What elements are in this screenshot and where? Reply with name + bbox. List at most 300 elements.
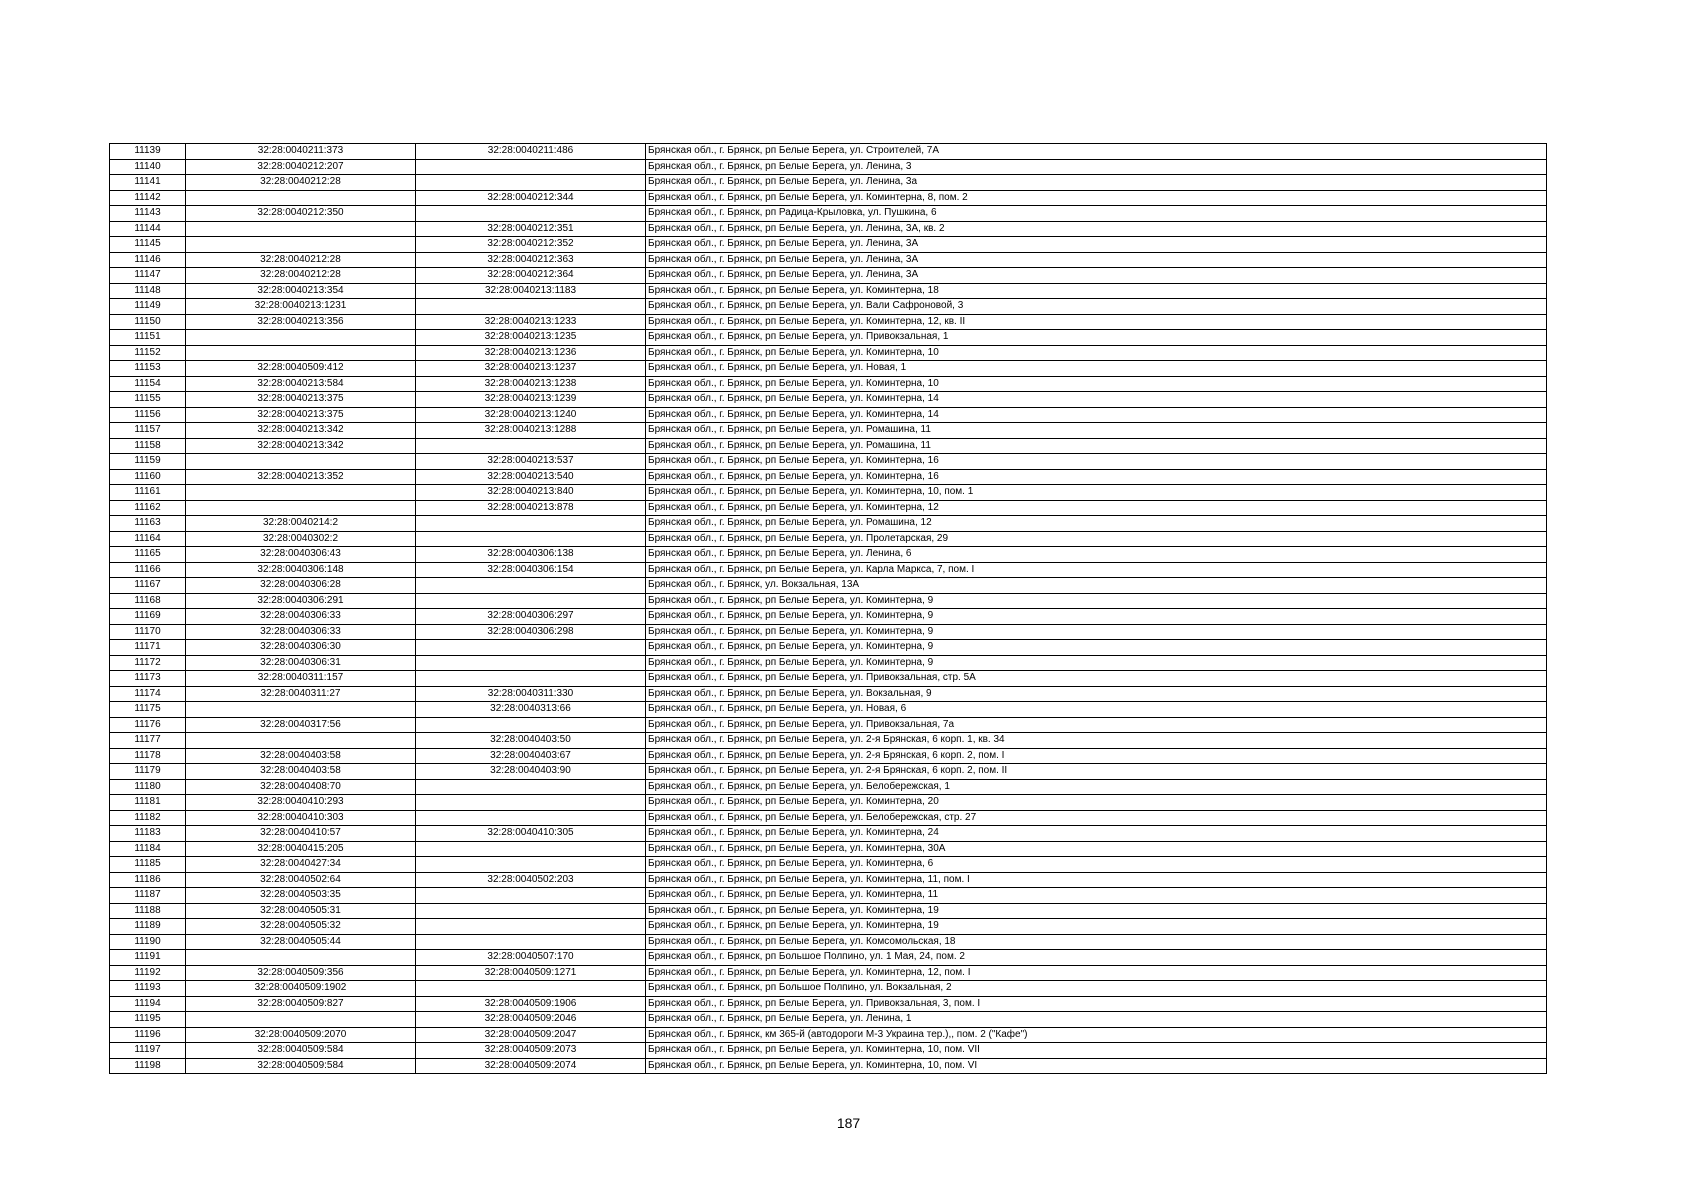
row-number-cell: 11178 — [110, 748, 186, 764]
address-cell: Брянская обл., г. Брянск, ул. Вокзальная, 13А — [646, 578, 1547, 594]
row-number-cell: 11182 — [110, 810, 186, 826]
address-cell: Брянская обл., г. Брянск, рп Белые Берега, ул. Ленина, 3А — [646, 252, 1547, 268]
object-cadastral-number-cell — [416, 655, 646, 671]
address-cell: Брянская обл., г. Брянск, рп Белые Берега, ул. Коминтерна, 19 — [646, 903, 1547, 919]
address-cell: Брянская обл., г. Брянск, рп Белые Берега, ул. Коминтерна, 9 — [646, 655, 1547, 671]
table-row — [110, 764, 1547, 780]
address-cell: Брянская обл., г. Брянск, рп Белые Берега, ул. Коминтерна, 30А — [646, 841, 1547, 857]
address-cell: Брянская обл., г. Брянск, рп Белые Берега, ул. Ромашина, 11 — [646, 438, 1547, 454]
table-row — [110, 578, 1547, 594]
table-row — [110, 345, 1547, 361]
object-cadastral-number-cell: 32:28:0040403:90 — [416, 764, 646, 780]
object-cadastral-number-cell: 32:28:0040212:344 — [416, 190, 646, 206]
row-number-cell: 11162 — [110, 500, 186, 516]
object-cadastral-number-cell: 32:28:0040213:840 — [416, 485, 646, 501]
row-number-cell: 11142 — [110, 190, 186, 206]
table-row — [110, 671, 1547, 687]
cadastral-number-cell — [186, 237, 416, 253]
table-row — [110, 903, 1547, 919]
address-cell: Брянская обл., г. Брянск, рп Белые Берега, ул. Привокзальная, 7а — [646, 717, 1547, 733]
cadastral-number-cell: 32:28:0040213:342 — [186, 438, 416, 454]
address-cell: Брянская обл., г. Брянск, рп Белые Берега, ул. Коминтерна, 11, пом. I — [646, 872, 1547, 888]
row-number-cell: 11139 — [110, 144, 186, 160]
cadastral-number-cell: 32:28:0040505:31 — [186, 903, 416, 919]
address-cell: Брянская обл., г. Брянск, рп Белые Берега, ул. Привокзальная, стр. 5А — [646, 671, 1547, 687]
table-row — [110, 330, 1547, 346]
address-cell: Брянская обл., г. Брянск, рп Белые Берега, ул. Коминтерна, 9 — [646, 624, 1547, 640]
object-cadastral-number-cell — [416, 175, 646, 191]
object-cadastral-number-cell: 32:28:0040509:2074 — [416, 1058, 646, 1074]
row-number-cell: 11147 — [110, 268, 186, 284]
row-number-cell: 11186 — [110, 872, 186, 888]
object-cadastral-number-cell: 32:28:0040306:297 — [416, 609, 646, 625]
address-cell: Брянская обл., г. Брянск, рп Белые Берега, ул. Коминтерна, 24 — [646, 826, 1547, 842]
table-row — [110, 516, 1547, 532]
object-cadastral-number-cell — [416, 671, 646, 687]
table-row — [110, 159, 1547, 175]
cadastral-number-cell: 32:28:0040306:148 — [186, 562, 416, 578]
table-row — [110, 283, 1547, 299]
table-row — [110, 733, 1547, 749]
cadastral-number-cell: 32:28:0040212:28 — [186, 268, 416, 284]
address-cell: Брянская обл., г. Брянск, рп Белые Берега, ул. Коминтерна, 10 — [646, 345, 1547, 361]
object-cadastral-number-cell — [416, 888, 646, 904]
table-row — [110, 640, 1547, 656]
row-number-cell: 11145 — [110, 237, 186, 253]
row-number-cell: 11184 — [110, 841, 186, 857]
table-row — [110, 888, 1547, 904]
object-cadastral-number-cell — [416, 841, 646, 857]
object-cadastral-number-cell — [416, 640, 646, 656]
table-row — [110, 795, 1547, 811]
row-number-cell: 11161 — [110, 485, 186, 501]
address-cell: Брянская обл., г. Брянск, рп Белые Берега, ул. Ромашина, 11 — [646, 423, 1547, 439]
row-number-cell: 11188 — [110, 903, 186, 919]
cadastral-number-cell: 32:28:0040306:28 — [186, 578, 416, 594]
row-number-cell: 11158 — [110, 438, 186, 454]
table-row — [110, 981, 1547, 997]
object-cadastral-number-cell: 32:28:0040509:1271 — [416, 965, 646, 981]
address-cell: Брянская обл., г. Брянск, рп Белые Берега, ул. Коминтерна, 8, пом. 2 — [646, 190, 1547, 206]
address-cell: Брянская обл., г. Брянск, рп Белые Берега, ул. Новая, 1 — [646, 361, 1547, 377]
cadastral-number-cell: 32:28:0040509:584 — [186, 1058, 416, 1074]
object-cadastral-number-cell — [416, 578, 646, 594]
cadastral-number-cell: 32:28:0040306:33 — [186, 624, 416, 640]
address-cell: Брянская обл., г. Брянск, рп Белые Берега, ул. Коминтерна, 9 — [646, 609, 1547, 625]
address-cell: Брянская обл., г. Брянск, рп Белые Берега, ул. Коминтерна, 9 — [646, 640, 1547, 656]
row-number-cell: 11154 — [110, 376, 186, 392]
row-number-cell: 11149 — [110, 299, 186, 315]
object-cadastral-number-cell: 32:28:0040306:298 — [416, 624, 646, 640]
table-row — [110, 175, 1547, 191]
cadastral-number-cell: 32:28:0040213:356 — [186, 314, 416, 330]
data-table — [109, 143, 1547, 1074]
row-number-cell: 11185 — [110, 857, 186, 873]
table-row — [110, 500, 1547, 516]
address-cell: Брянская обл., г. Брянск, рп Белые Берега, ул. Коминтерна, 18 — [646, 283, 1547, 299]
object-cadastral-number-cell — [416, 810, 646, 826]
address-cell: Брянская обл., г. Брянск, рп Белые Берега, ул. 2-я Брянская, 6 корп. 1, кв. 34 — [646, 733, 1547, 749]
table-row — [110, 593, 1547, 609]
object-cadastral-number-cell — [416, 438, 646, 454]
table-row — [110, 423, 1547, 439]
table-row — [110, 454, 1547, 470]
row-number-cell: 11151 — [110, 330, 186, 346]
row-number-cell: 11189 — [110, 919, 186, 935]
table-row — [110, 748, 1547, 764]
table-row — [110, 996, 1547, 1012]
cadastral-number-cell — [186, 221, 416, 237]
row-number-cell: 11169 — [110, 609, 186, 625]
address-cell: Брянская обл., г. Брянск, рп Белые Берега, ул. Ленина, 1 — [646, 1012, 1547, 1028]
row-number-cell: 11157 — [110, 423, 186, 439]
address-cell: Брянская обл., г. Брянск, рп Белые Берега, ул. Коминтерна, 10, пом. VII — [646, 1043, 1547, 1059]
object-cadastral-number-cell: 32:28:0040212:363 — [416, 252, 646, 268]
row-number-cell: 11191 — [110, 950, 186, 966]
table-row — [110, 1058, 1547, 1074]
address-cell: Брянская обл., г. Брянск, рп Белые Берега, ул. Карла Маркса, 7, пом. I — [646, 562, 1547, 578]
row-number-cell: 11174 — [110, 686, 186, 702]
row-number-cell: 11168 — [110, 593, 186, 609]
object-cadastral-number-cell — [416, 903, 646, 919]
table-row — [110, 841, 1547, 857]
table-row — [110, 857, 1547, 873]
table-row — [110, 314, 1547, 330]
address-cell: Брянская обл., г. Брянск, рп Белые Берега, ул. Ленина, 6 — [646, 547, 1547, 563]
row-number-cell: 11152 — [110, 345, 186, 361]
address-cell: Брянская обл., г. Брянск, рп Большое Полпино, ул. 1 Мая, 24, пом. 2 — [646, 950, 1547, 966]
cadastral-number-cell: 32:28:0040509:356 — [186, 965, 416, 981]
address-cell: Брянская обл., г. Брянск, рп Белые Берега, ул. Ромашина, 12 — [646, 516, 1547, 532]
row-number-cell: 11159 — [110, 454, 186, 470]
address-cell: Брянская обл., г. Брянск, рп Белые Берега, ул. Коминтерна, 12 — [646, 500, 1547, 516]
table-row — [110, 934, 1547, 950]
cadastral-number-cell: 32:28:0040317:56 — [186, 717, 416, 733]
cadastral-number-cell: 32:28:0040509:827 — [186, 996, 416, 1012]
cadastral-number-cell: 32:28:0040427:34 — [186, 857, 416, 873]
address-cell: Брянская обл., г. Брянск, км 365-й (автодороги М-3 Украина тер.),, пом. 2 ("Кафе") — [646, 1027, 1547, 1043]
cadastral-number-cell: 32:28:0040505:32 — [186, 919, 416, 935]
table-row — [110, 919, 1547, 935]
address-cell: Брянская обл., г. Брянск, рп Белые Берега, ул. Коминтерна, 12, кв. II — [646, 314, 1547, 330]
address-cell: Брянская обл., г. Брянск, рп Белые Берега, ул. Вокзальная, 9 — [646, 686, 1547, 702]
object-cadastral-number-cell: 32:28:0040213:1237 — [416, 361, 646, 377]
address-cell: Брянская обл., г. Брянск, рп Белые Берега, ул. Комсомольская, 18 — [646, 934, 1547, 950]
cadastral-number-cell: 32:28:0040213:375 — [186, 392, 416, 408]
row-number-cell: 11198 — [110, 1058, 186, 1074]
cadastral-number-cell: 32:28:0040212:28 — [186, 252, 416, 268]
object-cadastral-number-cell — [416, 795, 646, 811]
address-cell: Брянская обл., г. Брянск, рп Белые Берега, ул. Коминтерна, 14 — [646, 407, 1547, 423]
cadastral-number-cell — [186, 485, 416, 501]
cadastral-number-cell — [186, 454, 416, 470]
object-cadastral-number-cell — [416, 516, 646, 532]
row-number-cell: 11160 — [110, 469, 186, 485]
cadastral-number-cell: 32:28:0040509:2070 — [186, 1027, 416, 1043]
table-row — [110, 438, 1547, 454]
cadastral-number-cell: 32:28:0040410:303 — [186, 810, 416, 826]
table-row — [110, 469, 1547, 485]
row-number-cell: 11170 — [110, 624, 186, 640]
table-row — [110, 826, 1547, 842]
table-row — [110, 609, 1547, 625]
object-cadastral-number-cell: 32:28:0040509:2046 — [416, 1012, 646, 1028]
table-row — [110, 779, 1547, 795]
cadastral-number-cell — [186, 190, 416, 206]
cadastral-number-cell: 32:28:0040415:205 — [186, 841, 416, 857]
object-cadastral-number-cell: 32:28:0040502:203 — [416, 872, 646, 888]
cadastral-number-cell: 32:28:0040306:30 — [186, 640, 416, 656]
cadastral-number-cell: 32:28:0040410:293 — [186, 795, 416, 811]
cadastral-number-cell: 32:28:0040213:1231 — [186, 299, 416, 315]
row-number-cell: 11190 — [110, 934, 186, 950]
row-number-cell: 11181 — [110, 795, 186, 811]
cadastral-number-cell: 32:28:0040211:373 — [186, 144, 416, 160]
table-row — [110, 407, 1547, 423]
cadastral-number-cell: 32:28:0040214:2 — [186, 516, 416, 532]
table-row — [110, 376, 1547, 392]
table-row — [110, 485, 1547, 501]
row-number-cell: 11192 — [110, 965, 186, 981]
table-row — [110, 221, 1547, 237]
table-row — [110, 950, 1547, 966]
cadastral-number-cell: 32:28:0040213:342 — [186, 423, 416, 439]
address-cell: Брянская обл., г. Брянск, рп Белые Берега, ул. Строителей, 7А — [646, 144, 1547, 160]
address-cell: Брянская обл., г. Брянск, рп Белые Берега, ул. Коминтерна, 6 — [646, 857, 1547, 873]
address-cell: Брянская обл., г. Брянск, рп Белые Берега, ул. Ленина, 3 — [646, 159, 1547, 175]
object-cadastral-number-cell: 32:28:0040403:50 — [416, 733, 646, 749]
cadastral-number-cell: 32:28:0040509:1902 — [186, 981, 416, 997]
object-cadastral-number-cell: 32:28:0040311:330 — [416, 686, 646, 702]
row-number-cell: 11187 — [110, 888, 186, 904]
cadastral-number-cell — [186, 345, 416, 361]
table-row — [110, 686, 1547, 702]
object-cadastral-number-cell: 32:28:0040213:1238 — [416, 376, 646, 392]
row-number-cell: 11150 — [110, 314, 186, 330]
table-row — [110, 206, 1547, 222]
cadastral-number-cell: 32:28:0040306:33 — [186, 609, 416, 625]
address-cell: Брянская обл., г. Брянск, рп Белые Берега, ул. Привокзальная, 1 — [646, 330, 1547, 346]
cadastral-number-cell: 32:28:0040212:28 — [186, 175, 416, 191]
cadastral-number-cell: 32:28:0040213:584 — [186, 376, 416, 392]
object-cadastral-number-cell — [416, 206, 646, 222]
table-row — [110, 361, 1547, 377]
address-cell: Брянская обл., г. Брянск, рп Радица-Крыловка, ул. Пушкина, 6 — [646, 206, 1547, 222]
cadastral-number-cell — [186, 500, 416, 516]
cadastral-number-cell: 32:28:0040503:35 — [186, 888, 416, 904]
row-number-cell: 11176 — [110, 717, 186, 733]
object-cadastral-number-cell — [416, 531, 646, 547]
address-cell: Брянская обл., г. Брянск, рп Белые Берега, ул. Коминтерна, 19 — [646, 919, 1547, 935]
object-cadastral-number-cell: 32:28:0040306:138 — [416, 547, 646, 563]
cadastral-number-cell: 32:28:0040311:157 — [186, 671, 416, 687]
row-number-cell: 11172 — [110, 655, 186, 671]
object-cadastral-number-cell — [416, 919, 646, 935]
row-number-cell: 11177 — [110, 733, 186, 749]
object-cadastral-number-cell: 32:28:0040213:537 — [416, 454, 646, 470]
row-number-cell: 11197 — [110, 1043, 186, 1059]
object-cadastral-number-cell: 32:28:0040509:2047 — [416, 1027, 646, 1043]
table-row — [110, 810, 1547, 826]
row-number-cell: 11156 — [110, 407, 186, 423]
address-cell: Брянская обл., г. Брянск, рп Белые Берега, ул. Коминтерна, 9 — [646, 593, 1547, 609]
object-cadastral-number-cell: 32:28:0040213:1239 — [416, 392, 646, 408]
object-cadastral-number-cell: 32:28:0040213:1235 — [416, 330, 646, 346]
table-row — [110, 547, 1547, 563]
address-cell: Брянская обл., г. Брянск, рп Белые Берега, ул. Коминтерна, 20 — [646, 795, 1547, 811]
row-number-cell: 11183 — [110, 826, 186, 842]
object-cadastral-number-cell: 32:28:0040213:1240 — [416, 407, 646, 423]
cadastral-number-cell: 32:28:0040213:354 — [186, 283, 416, 299]
object-cadastral-number-cell: 32:28:0040212:352 — [416, 237, 646, 253]
address-cell: Брянская обл., г. Брянск, рп Белые Берега, ул. Коминтерна, 12, пом. I — [646, 965, 1547, 981]
page-number: 187 — [836, 1115, 861, 1131]
object-cadastral-number-cell: 32:28:0040313:66 — [416, 702, 646, 718]
object-cadastral-number-cell: 32:28:0040213:1288 — [416, 423, 646, 439]
row-number-cell: 11148 — [110, 283, 186, 299]
address-cell: Брянская обл., г. Брянск, рп Белые Берега, ул. Ленина, 3а — [646, 175, 1547, 191]
address-cell: Брянская обл., г. Брянск, рп Белые Берега, ул. 2-я Брянская, 6 корп. 2, пом. I — [646, 748, 1547, 764]
cadastral-number-cell: 32:28:0040311:27 — [186, 686, 416, 702]
address-cell: Брянская обл., г. Брянск, рп Большое Полпино, ул. Вокзальная, 2 — [646, 981, 1547, 997]
cadastral-number-cell: 32:28:0040212:350 — [186, 206, 416, 222]
cadastral-number-cell: 32:28:0040403:58 — [186, 748, 416, 764]
table-row — [110, 702, 1547, 718]
table-row — [110, 299, 1547, 315]
cadastral-number-cell — [186, 950, 416, 966]
address-cell: Брянская обл., г. Брянск, рп Белые Берега, ул. Коминтерна, 16 — [646, 454, 1547, 470]
address-cell: Брянская обл., г. Брянск, рп Белые Берега, ул. Коминтерна, 14 — [646, 392, 1547, 408]
table-row — [110, 965, 1547, 981]
cadastral-number-cell: 32:28:0040408:70 — [186, 779, 416, 795]
object-cadastral-number-cell: 32:28:0040213:1233 — [416, 314, 646, 330]
table-row — [110, 237, 1547, 253]
row-number-cell: 11193 — [110, 981, 186, 997]
object-cadastral-number-cell: 32:28:0040212:351 — [416, 221, 646, 237]
address-cell: Брянская обл., г. Брянск, рп Белые Берега, ул. Новая, 6 — [646, 702, 1547, 718]
cadastral-number-cell — [186, 1012, 416, 1028]
cadastral-number-cell: 32:28:0040213:352 — [186, 469, 416, 485]
object-cadastral-number-cell: 32:28:0040213:1183 — [416, 283, 646, 299]
cadastral-number-cell: 32:28:0040509:412 — [186, 361, 416, 377]
row-number-cell: 11165 — [110, 547, 186, 563]
row-number-cell: 11195 — [110, 1012, 186, 1028]
address-cell: Брянская обл., г. Брянск, рп Белые Берега, ул. Коминтерна, 10 — [646, 376, 1547, 392]
row-number-cell: 11144 — [110, 221, 186, 237]
cadastral-number-cell: 32:28:0040306:31 — [186, 655, 416, 671]
table-body — [110, 144, 1547, 1074]
table-row — [110, 717, 1547, 733]
address-cell: Брянская обл., г. Брянск, рп Белые Берега, ул. Коминтерна, 10, пом. VI — [646, 1058, 1547, 1074]
table-row — [110, 872, 1547, 888]
table-row — [110, 531, 1547, 547]
object-cadastral-number-cell: 32:28:0040213:540 — [416, 469, 646, 485]
cadastral-number-cell: 32:28:0040403:58 — [186, 764, 416, 780]
address-cell: Брянская обл., г. Брянск, рп Белые Берега, ул. 2-я Брянская, 6 корп. 2, пом. II — [646, 764, 1547, 780]
object-cadastral-number-cell — [416, 717, 646, 733]
object-cadastral-number-cell — [416, 593, 646, 609]
object-cadastral-number-cell: 32:28:0040403:67 — [416, 748, 646, 764]
cadastral-number-cell: 32:28:0040505:44 — [186, 934, 416, 950]
object-cadastral-number-cell: 32:28:0040213:878 — [416, 500, 646, 516]
cadastral-number-cell: 32:28:0040306:43 — [186, 547, 416, 563]
row-number-cell: 11180 — [110, 779, 186, 795]
row-number-cell: 11153 — [110, 361, 186, 377]
table-row — [110, 624, 1547, 640]
table-row — [110, 655, 1547, 671]
object-cadastral-number-cell: 32:28:0040507:170 — [416, 950, 646, 966]
cadastral-number-cell: 32:28:0040502:64 — [186, 872, 416, 888]
row-number-cell: 11140 — [110, 159, 186, 175]
table-row — [110, 144, 1547, 160]
object-cadastral-number-cell — [416, 299, 646, 315]
object-cadastral-number-cell: 32:28:0040212:364 — [416, 268, 646, 284]
row-number-cell: 11171 — [110, 640, 186, 656]
table-row — [110, 392, 1547, 408]
address-cell: Брянская обл., г. Брянск, рп Белые Берега, ул. Коминтерна, 16 — [646, 469, 1547, 485]
row-number-cell: 11173 — [110, 671, 186, 687]
cadastral-number-cell: 32:28:0040509:584 — [186, 1043, 416, 1059]
table-row — [110, 268, 1547, 284]
object-cadastral-number-cell: 32:28:0040509:1906 — [416, 996, 646, 1012]
cadastral-number-cell: 32:28:0040410:57 — [186, 826, 416, 842]
address-cell: Брянская обл., г. Брянск, рп Белые Берега, ул. Ленина, 3А — [646, 268, 1547, 284]
row-number-cell: 11141 — [110, 175, 186, 191]
address-cell: Брянская обл., г. Брянск, рп Белые Берега, ул. Привокзальная, 3, пом. I — [646, 996, 1547, 1012]
row-number-cell: 11175 — [110, 702, 186, 718]
row-number-cell: 11167 — [110, 578, 186, 594]
object-cadastral-number-cell: 32:28:0040211:486 — [416, 144, 646, 160]
object-cadastral-number-cell — [416, 779, 646, 795]
row-number-cell: 11196 — [110, 1027, 186, 1043]
object-cadastral-number-cell: 32:28:0040410:305 — [416, 826, 646, 842]
row-number-cell: 11166 — [110, 562, 186, 578]
address-cell: Брянская обл., г. Брянск, рп Белые Берега, ул. Вали Сафроновой, 3 — [646, 299, 1547, 315]
row-number-cell: 11155 — [110, 392, 186, 408]
row-number-cell: 11143 — [110, 206, 186, 222]
address-cell: Брянская обл., г. Брянск, рп Белые Берега, ул. Коминтерна, 11 — [646, 888, 1547, 904]
cadastral-number-cell: 32:28:0040212:207 — [186, 159, 416, 175]
object-cadastral-number-cell — [416, 934, 646, 950]
table-row — [110, 1027, 1547, 1043]
cadastral-number-cell: 32:28:0040213:375 — [186, 407, 416, 423]
address-cell: Брянская обл., г. Брянск, рп Белые Берега, ул. Коминтерна, 10, пом. 1 — [646, 485, 1547, 501]
table-row — [110, 1012, 1547, 1028]
row-number-cell: 11146 — [110, 252, 186, 268]
table-row — [110, 190, 1547, 206]
row-number-cell: 11179 — [110, 764, 186, 780]
address-cell: Брянская обл., г. Брянск, рп Белые Берега, ул. Белобережская, 1 — [646, 779, 1547, 795]
table-row — [110, 1043, 1547, 1059]
cadastral-number-cell: 32:28:0040306:291 — [186, 593, 416, 609]
table-row — [110, 562, 1547, 578]
cadastral-number-cell — [186, 702, 416, 718]
table-row — [110, 252, 1547, 268]
row-number-cell: 11163 — [110, 516, 186, 532]
object-cadastral-number-cell: 32:28:0040306:154 — [416, 562, 646, 578]
object-cadastral-number-cell: 32:28:0040509:2073 — [416, 1043, 646, 1059]
object-cadastral-number-cell: 32:28:0040213:1236 — [416, 345, 646, 361]
object-cadastral-number-cell — [416, 981, 646, 997]
object-cadastral-number-cell — [416, 857, 646, 873]
row-number-cell: 11164 — [110, 531, 186, 547]
address-cell: Брянская обл., г. Брянск, рп Белые Берега, ул. Ленина, 3А — [646, 237, 1547, 253]
object-cadastral-number-cell — [416, 159, 646, 175]
cadastral-number-cell — [186, 733, 416, 749]
address-cell: Брянская обл., г. Брянск, рп Белые Берега, ул. Пролетарская, 29 — [646, 531, 1547, 547]
address-cell: Брянская обл., г. Брянск, рп Белые Берега, ул. Белобережская, стр. 27 — [646, 810, 1547, 826]
address-cell: Брянская обл., г. Брянск, рп Белые Берега, ул. Ленина, 3А, кв. 2 — [646, 221, 1547, 237]
